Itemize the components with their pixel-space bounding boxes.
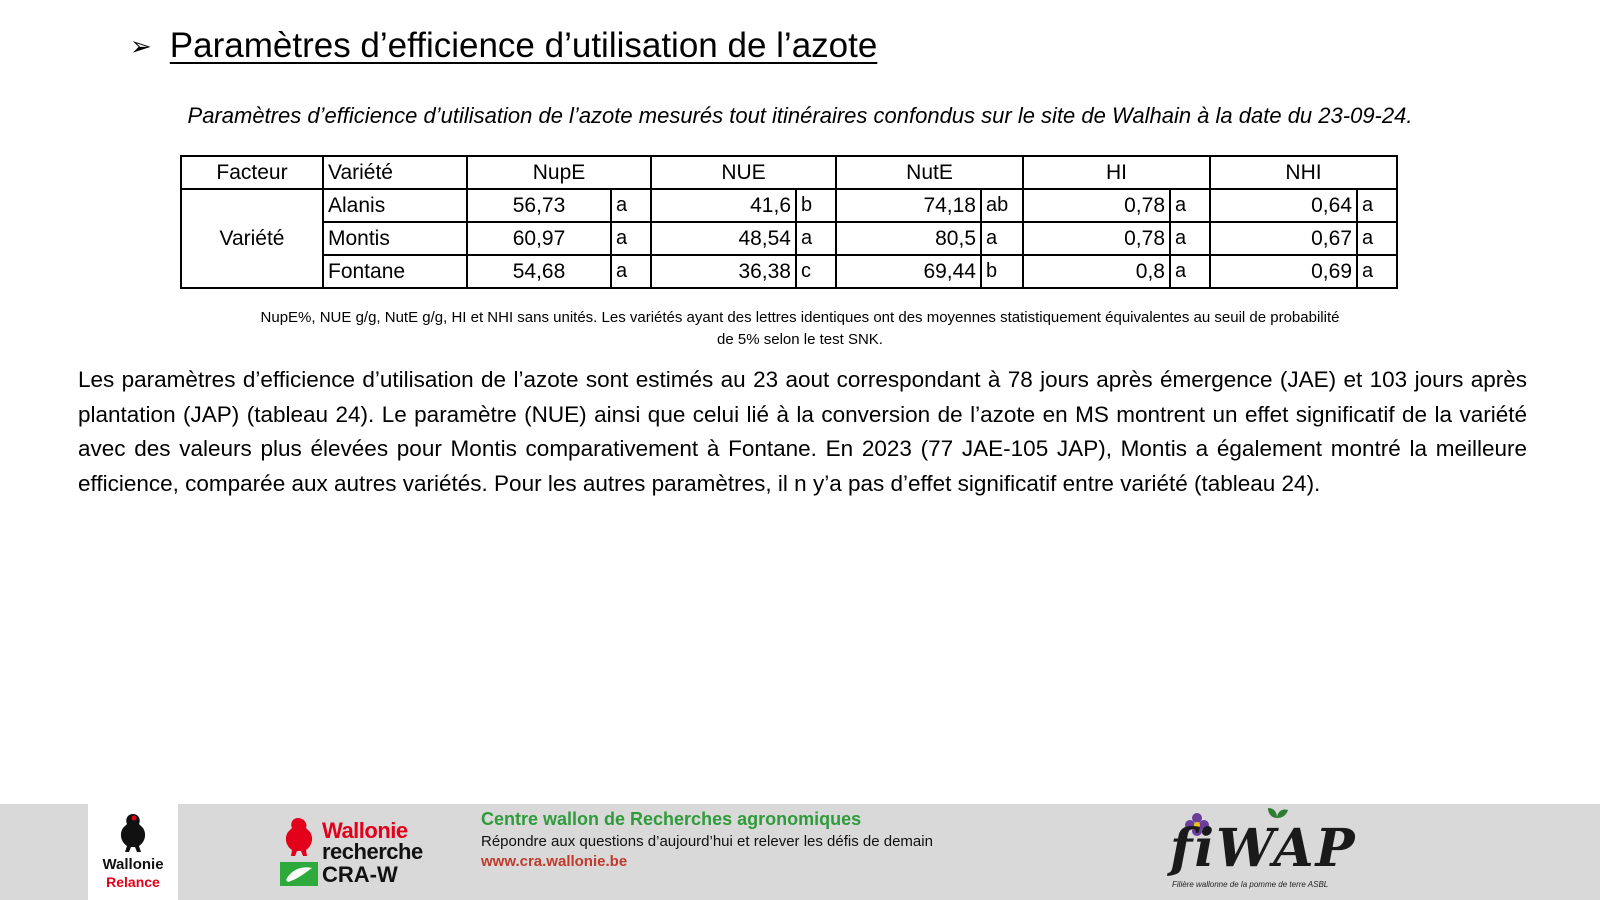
nute-letter: ab — [981, 189, 1023, 222]
page-title: Paramètres d’efficience d’utilisation de l’azote — [169, 26, 878, 65]
table-caption: Paramètres d’efficience d’utilisation de l’azote mesurés tout itinéraires confondus sur le site de Walhain à la date du 23-09-24. — [187, 103, 1413, 128]
cra-org-name: Centre wallon de Recherches agronomiques — [481, 809, 862, 829]
body-paragraph: Les paramètres d’efficience d’utilisation de l’azote sont estimés au 23 aout correspondant à 78 jours après émergence (JAE) et 103 jours après plantation (JAP) (tableau 24). Le paramètre (NUE) ainsi que celui lié à la conversion de l’azote en MS montrent un effet significatif de la variété avec des valeurs plus élevées pour Montis comparativement à Fontane. En 2023 (77 JAE-105 JAP), Montis a également montré la meilleure efficience, comparée aux autres variétés. Pour les autres paramètres, il n y’a pas d’effet significatif entre variété (tableau 24). — [78, 367, 1527, 496]
hi-value: 0,78 — [1023, 222, 1170, 255]
header-nupe: NupE — [467, 156, 651, 189]
fiwap-logo-sub: Filière wallonne de la pomme de terre ASBL — [1172, 880, 1329, 889]
footer-bar — [0, 804, 1600, 900]
table-note-line1: NupE%, NUE g/g, NutE g/g, HI et NHI sans unités. Les variétés ayant des lettres identiques ont des moyennes statistiquement équivalentes au seuil de probabilité — [260, 309, 1340, 326]
nupe-letter: a — [611, 189, 651, 222]
nhi-value: 0,64 — [1210, 189, 1357, 222]
variety-cell: Fontane — [323, 255, 467, 288]
variety-cell: Montis — [323, 222, 467, 255]
title-row — [130, 26, 877, 66]
nue-letter: b — [796, 189, 836, 222]
arrow-bullet-icon: ➢ — [130, 31, 152, 61]
hi-letter: a — [1170, 255, 1210, 288]
hi-value: 0,78 — [1023, 189, 1170, 222]
nue-letter: c — [796, 255, 836, 288]
cra-w-logo — [280, 814, 430, 894]
nupe-value: 56,73 — [467, 189, 611, 222]
nhi-letter: a — [1357, 255, 1397, 288]
hi-value: 0,8 — [1023, 255, 1170, 288]
nue-value: 36,38 — [651, 255, 796, 288]
nute-letter: b — [981, 255, 1023, 288]
cra-logo-line2: recherche — [322, 839, 423, 864]
header-nhi: NHI — [1210, 156, 1397, 189]
leaf-icon — [280, 862, 318, 886]
cra-tagline: Répondre aux questions d’aujourd’hui et relever les défis de demain — [481, 833, 933, 850]
nhi-value: 0,69 — [1210, 255, 1357, 288]
nupe-value: 60,97 — [467, 222, 611, 255]
nue-value: 41,6 — [651, 189, 796, 222]
wallonie-logo-sub: Relance — [106, 874, 160, 890]
header-hi: HI — [1023, 156, 1210, 189]
table-header-row — [181, 156, 1397, 189]
table-row — [181, 189, 1397, 222]
wallonie-relance-logo — [88, 804, 178, 900]
hi-letter: a — [1170, 189, 1210, 222]
nue-letter: a — [796, 222, 836, 255]
nute-value: 80,5 — [836, 222, 981, 255]
nhi-letter: a — [1357, 189, 1397, 222]
header-facteur: Facteur — [181, 156, 323, 189]
header-nue: NUE — [651, 156, 836, 189]
fiwap-logo — [1142, 804, 1357, 900]
nupe-letter: a — [611, 255, 651, 288]
table-note — [0, 307, 1600, 351]
nute-letter: a — [981, 222, 1023, 255]
nupe-letter: a — [611, 222, 651, 255]
nhi-letter: a — [1357, 222, 1397, 255]
cra-url-link[interactable]: www.cra.wallonie.be — [481, 853, 628, 870]
fiwap-logo-text: fiWAP — [1170, 818, 1357, 879]
variety-cell: Alanis — [323, 189, 467, 222]
nute-value: 69,44 — [836, 255, 981, 288]
wallonie-logo-name: Wallonie — [102, 856, 164, 873]
nhi-value: 0,67 — [1210, 222, 1357, 255]
cra-logo-line3: CRA-W — [322, 862, 398, 887]
hi-letter: a — [1170, 222, 1210, 255]
table-row — [181, 255, 1397, 288]
header-variete: Variété — [323, 156, 467, 189]
nupe-value: 54,68 — [467, 255, 611, 288]
cra-logo-line1: Wallonie — [322, 818, 408, 843]
factor-cell: Variété — [181, 189, 323, 288]
efficiency-table — [180, 155, 1398, 289]
table-row — [181, 222, 1397, 255]
header-nute: NutE — [836, 156, 1023, 189]
rooster-icon — [113, 810, 153, 854]
nue-value: 48,54 — [651, 222, 796, 255]
cra-info — [481, 809, 933, 870]
nute-value: 74,18 — [836, 189, 981, 222]
red-rooster-icon — [280, 816, 318, 860]
table-note-line2: de 5% selon le test SNK. — [717, 331, 883, 348]
